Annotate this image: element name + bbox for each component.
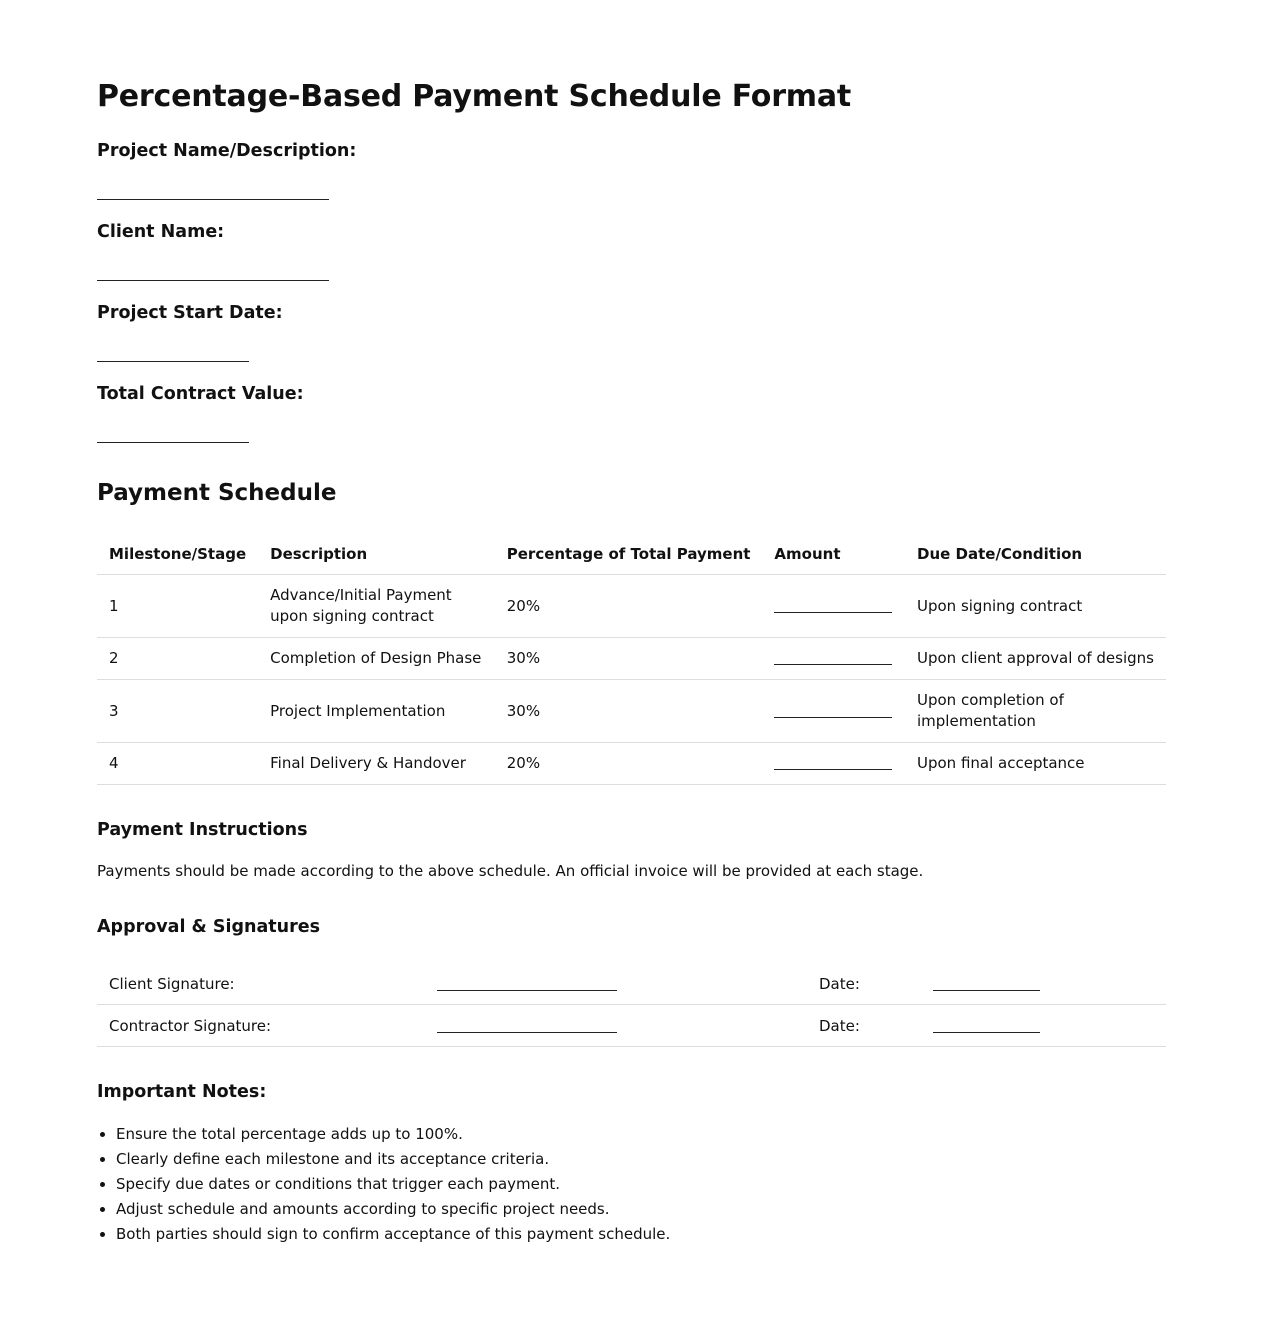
percentage-cell: 30% bbox=[495, 638, 763, 680]
total-contract-value-label: Total Contract Value: bbox=[97, 384, 304, 404]
amount-blank[interactable] bbox=[774, 600, 892, 613]
column-header-description: Description bbox=[258, 533, 495, 575]
contractor-date-cell bbox=[921, 1005, 1166, 1047]
contractor-date-label: Date: bbox=[807, 1005, 921, 1047]
important-notes-list bbox=[97, 1122, 670, 1247]
page-title: Percentage-Based Payment Schedule Format bbox=[97, 79, 852, 114]
amount-blank[interactable] bbox=[774, 705, 892, 718]
percentage-cell: 30% bbox=[495, 680, 763, 743]
table-row bbox=[97, 638, 1166, 680]
list-item: • Clearly define each milestone and its acceptance criteria. bbox=[116, 1147, 670, 1172]
list-item: • Ensure the total percentage adds up to 100%. bbox=[116, 1122, 670, 1147]
description-cell: Project Implementation bbox=[258, 680, 495, 743]
amount-cell bbox=[762, 680, 905, 743]
total-contract-value-blank[interactable] bbox=[97, 442, 249, 443]
column-header-amount: Amount bbox=[762, 533, 905, 575]
payment-instructions-heading: Payment Instructions bbox=[97, 820, 308, 840]
contractor-signature-label: Contractor Signature: bbox=[97, 1005, 425, 1047]
list-item: • Specify due dates or conditions that trigger each payment. bbox=[116, 1172, 670, 1197]
amount-cell bbox=[762, 575, 905, 638]
milestone-cell: 3 bbox=[97, 680, 258, 743]
description-cell: Completion of Design Phase bbox=[258, 638, 495, 680]
column-header-milestone: Milestone/Stage bbox=[97, 533, 258, 575]
amount-cell bbox=[762, 638, 905, 680]
approval-signatures-heading: Approval & Signatures bbox=[97, 917, 321, 937]
signature-row-contractor bbox=[97, 1005, 1166, 1047]
due-condition-cell: Upon completion of implementation bbox=[905, 680, 1166, 743]
client-date-label: Date: bbox=[807, 963, 921, 1005]
payment-instructions-text: Payments should be made according to the above schedule. An official invoice will be provided at each stage. bbox=[97, 862, 924, 880]
project-name-label: Project Name/Description: bbox=[97, 141, 357, 161]
table-row bbox=[97, 575, 1166, 638]
due-condition-cell: Upon signing contract bbox=[905, 575, 1166, 638]
client-date-cell bbox=[921, 963, 1166, 1005]
important-notes-heading: Important Notes: bbox=[97, 1082, 267, 1102]
amount-blank[interactable] bbox=[774, 652, 892, 665]
client-name-blank[interactable] bbox=[97, 280, 329, 281]
column-header-percentage: Percentage of Total Payment bbox=[495, 533, 763, 575]
table-row bbox=[97, 680, 1166, 743]
table-header-row bbox=[97, 533, 1166, 575]
contractor-signature-blank[interactable] bbox=[437, 1020, 617, 1033]
payment-schedule-heading: Payment Schedule bbox=[97, 480, 337, 506]
client-signature-label: Client Signature: bbox=[97, 963, 425, 1005]
amount-cell bbox=[762, 743, 905, 785]
list-item: • Both parties should sign to confirm acceptance of this payment schedule. bbox=[116, 1222, 670, 1247]
column-header-due-date: Due Date/Condition bbox=[905, 533, 1166, 575]
milestone-cell: 4 bbox=[97, 743, 258, 785]
milestone-cell: 2 bbox=[97, 638, 258, 680]
contractor-signature-cell bbox=[425, 1005, 807, 1047]
amount-blank[interactable] bbox=[774, 757, 892, 770]
client-signature-blank[interactable] bbox=[437, 978, 617, 991]
contractor-date-blank[interactable] bbox=[933, 1020, 1040, 1033]
project-start-date-label: Project Start Date: bbox=[97, 303, 283, 323]
client-date-blank[interactable] bbox=[933, 978, 1040, 991]
client-name-label: Client Name: bbox=[97, 222, 225, 242]
description-cell: Final Delivery & Handover bbox=[258, 743, 495, 785]
project-name-blank[interactable] bbox=[97, 199, 329, 200]
description-cell: Advance/Initial Payment upon signing contract bbox=[258, 575, 495, 638]
payment-schedule-table bbox=[97, 533, 1166, 785]
table-row bbox=[97, 743, 1166, 785]
due-condition-cell: Upon client approval of designs bbox=[905, 638, 1166, 680]
milestone-cell: 1 bbox=[97, 575, 258, 638]
signature-row-client bbox=[97, 963, 1166, 1005]
percentage-cell: 20% bbox=[495, 575, 763, 638]
list-item: • Adjust schedule and amounts according to specific project needs. bbox=[116, 1197, 670, 1222]
due-condition-cell: Upon final acceptance bbox=[905, 743, 1166, 785]
client-signature-cell bbox=[425, 963, 807, 1005]
percentage-cell: 20% bbox=[495, 743, 763, 785]
project-start-date-blank[interactable] bbox=[97, 361, 249, 362]
signature-table bbox=[97, 963, 1166, 1047]
